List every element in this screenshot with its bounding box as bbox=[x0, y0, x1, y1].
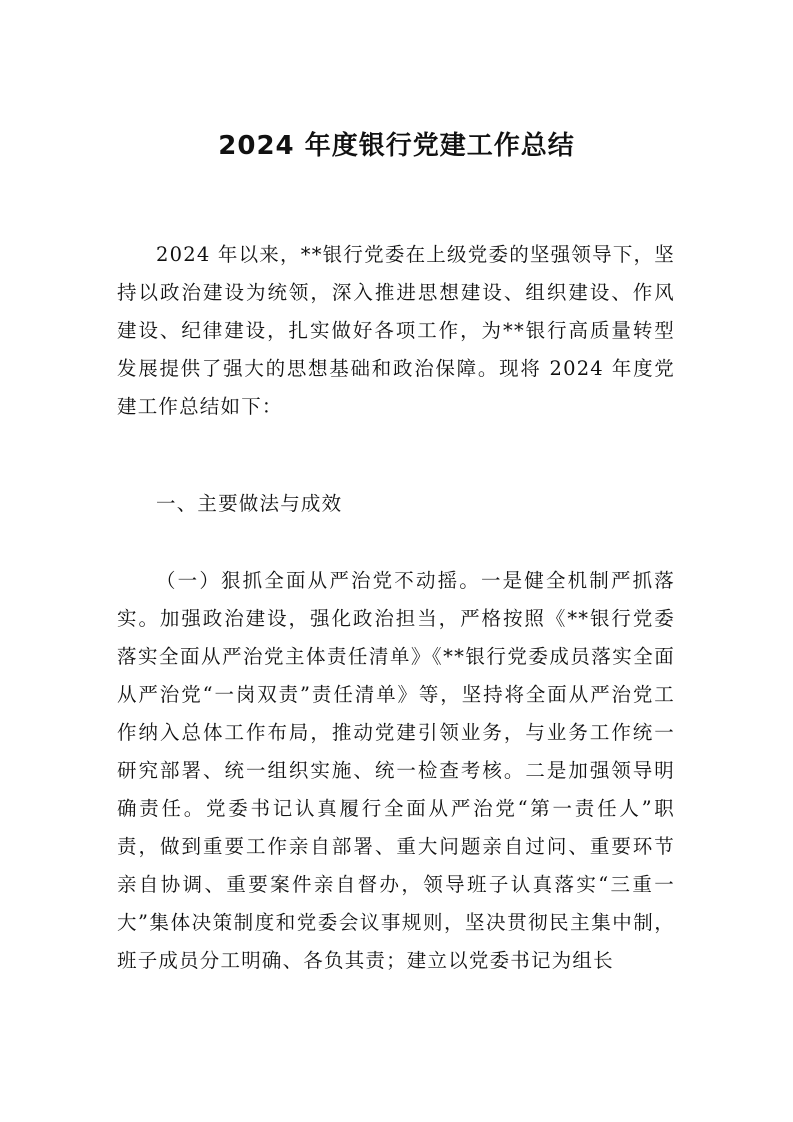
section-heading: 一、主要做法与成效 bbox=[156, 492, 343, 515]
section-paragraph: （一）狠抓全面从严治党不动摇。一是健全机制严抓落实。加强政治建设，强化政治担当，严格按照《**银行党委落实全面从严治党主体责任清单》《**银行党委成员落实全面从严治党“一岗双责”责任清单》等，坚持将全面从严治党工作纳入总体工作布局，推动党建引领业务，与业务工作统一研究部署、统一组织实施、统一检查考核。二是加强领导明确责任。党委书记认真履行全面从严治党“第一责任人”职责，做到重要工作亲自部署、重大问题亲自过问、重要环节亲自协调、重要案件亲自督办，领导班子认真落实“三重一大”集体决策制度和党委会议事规则，坚决贯彻民主集中制，班子成员分工明确、各负其责；建立以党委书记为组长 bbox=[117, 569, 675, 972]
document-title: 2024 年度银行党建工作总结 bbox=[218, 131, 575, 161]
intro-paragraph: 2024 年以来，**银行党委在上级党委的坚强领导下，坚持以政治建设为统领，深入推进思想建设、组织建设、作风建设、纪律建设，扎实做好各项工作，为**银行高质量转型发展提供了强大的思想基础和政治保障。现将 2024 年度党建工作总结如下： bbox=[117, 243, 675, 418]
